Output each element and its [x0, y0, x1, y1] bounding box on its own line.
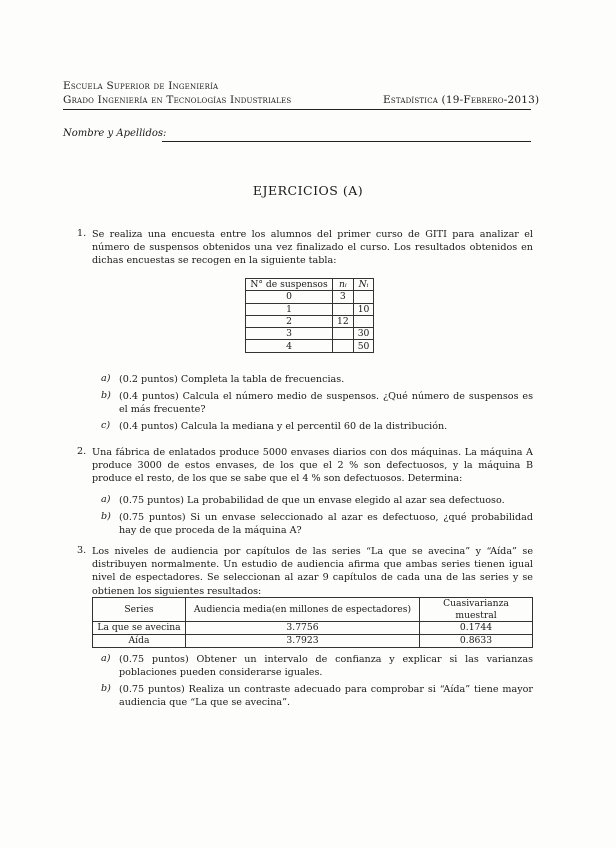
table-row: [93, 635, 533, 648]
exercise-3-number: 3.: [77, 545, 87, 556]
table-header-row: [93, 598, 533, 622]
school-name: Escuela Superior de Ingeniería: [63, 80, 219, 92]
table-header: N° de suspensos: [246, 279, 333, 291]
exercise-1-text: Se realiza una encuesta entre los alumnos del primer curso de GITI para analizar el número de suspensos obtenidos una vez finalizado el curso. Los resultados obtenidos en dichas encuestas se recogen en la siguiente tabla:: [92, 229, 533, 267]
course-date: Estadística (19-Febrero-2013): [383, 94, 540, 106]
table-cell: 12: [333, 315, 354, 327]
table-cell: 3.7923: [186, 635, 420, 648]
table-cell: 30: [353, 328, 374, 340]
exercise-2-text: Una fábrica de enlatados produce 5000 envases diarios con dos máquinas. La máquina A produce 3000 de estos envases, de los que el 2 % son defectuosos, y la máquina B produce el resto, de los que se sabe que el 4 % son defectuosos. Determina:: [92, 447, 533, 485]
table-row: [246, 315, 374, 327]
table-cell: La que se avecina: [93, 622, 186, 635]
table-cell: [333, 328, 354, 340]
table-header: Series: [93, 598, 186, 622]
table-row: [246, 340, 374, 352]
item-label: b): [101, 511, 111, 522]
table-header: Audiencia media(en millones de espectadores): [186, 598, 420, 622]
item-label: c): [101, 420, 111, 431]
table-cell: 3.7756: [186, 622, 420, 635]
table-cell: [353, 315, 374, 327]
item-label: b): [101, 683, 111, 694]
table-header: Nᵢ: [353, 279, 374, 291]
table-header: nᵢ: [333, 279, 354, 291]
audience-table: [92, 597, 533, 648]
table-cell: Aída: [93, 635, 186, 648]
exercise-2-number: 2.: [77, 446, 87, 457]
table-row: [246, 328, 374, 340]
item-text: (0.75 puntos) Si un envase seleccionado al azar es defectuoso, ¿qué probabilidad hay de que proceda de la máquina A?: [119, 512, 533, 537]
table-cell: 3: [333, 291, 354, 303]
table-row: [246, 303, 374, 315]
item-label: b): [101, 390, 111, 401]
exercise-3-text: Los niveles de audiencia por capítulos de las series “La que se avecina” y “Aída” se distribuyen normalmente. Un estudio de audiencia afirma que ambas series tienen igual nivel de espectadores. Se seleccionan al azar 9 capítulos de cada una de las series y se obtienen los siguientes resultados:: [92, 546, 533, 597]
exercise-1-number: 1.: [77, 228, 87, 239]
table-row: [93, 622, 533, 635]
item-text: (0.4 puntos) Calcula la mediana y el percentil 60 de la distribución.: [119, 421, 448, 432]
item-text: (0.75 puntos) Obtener un intervalo de confianza y explicar si las varianzas poblaciones pueden considerarse iguales.: [119, 654, 533, 679]
table-cell: 4: [246, 340, 333, 352]
table-cell: 2: [246, 315, 333, 327]
item-text: (0.75 puntos) Realiza un contraste adecuado para comprobar si “Aída” tiene mayor audiencia que “La que se avecina”.: [119, 684, 533, 709]
degree-name: Grado Ingeniería en Tecnologías Industriales: [63, 94, 292, 106]
name-line: [162, 141, 531, 142]
item-text: (0.4 puntos) Calcula el número medio de suspensos. ¿Qué número de suspensos es el más frecuente?: [119, 391, 533, 416]
table-cell: 10: [353, 303, 374, 315]
header-rule: [63, 109, 531, 110]
table-header-row: [246, 279, 374, 291]
item-text: (0.2 puntos) Completa la tabla de frecuencias.: [119, 374, 345, 385]
table-row: [246, 291, 374, 303]
page-title: EJERCICIOS (A): [252, 183, 364, 198]
frequency-table: [245, 278, 374, 353]
item-text: (0.75 puntos) La probabilidad de que un envase elegido al azar sea defectuoso.: [119, 495, 505, 506]
table-header: Cuasivarianza muestral: [420, 598, 533, 622]
item-label: a): [101, 494, 111, 505]
table-cell: 0.1744: [420, 622, 533, 635]
name-label: Nombre y Apellidos:: [63, 128, 167, 139]
table-cell: 3: [246, 328, 333, 340]
item-label: a): [101, 373, 111, 384]
item-label: a): [101, 653, 111, 664]
table-cell: 0: [246, 291, 333, 303]
table-cell: [333, 303, 354, 315]
table-cell: 50: [353, 340, 374, 352]
table-cell: 1: [246, 303, 333, 315]
table-cell: 0.8633: [420, 635, 533, 648]
table-cell: [353, 291, 374, 303]
table-cell: [333, 340, 354, 352]
